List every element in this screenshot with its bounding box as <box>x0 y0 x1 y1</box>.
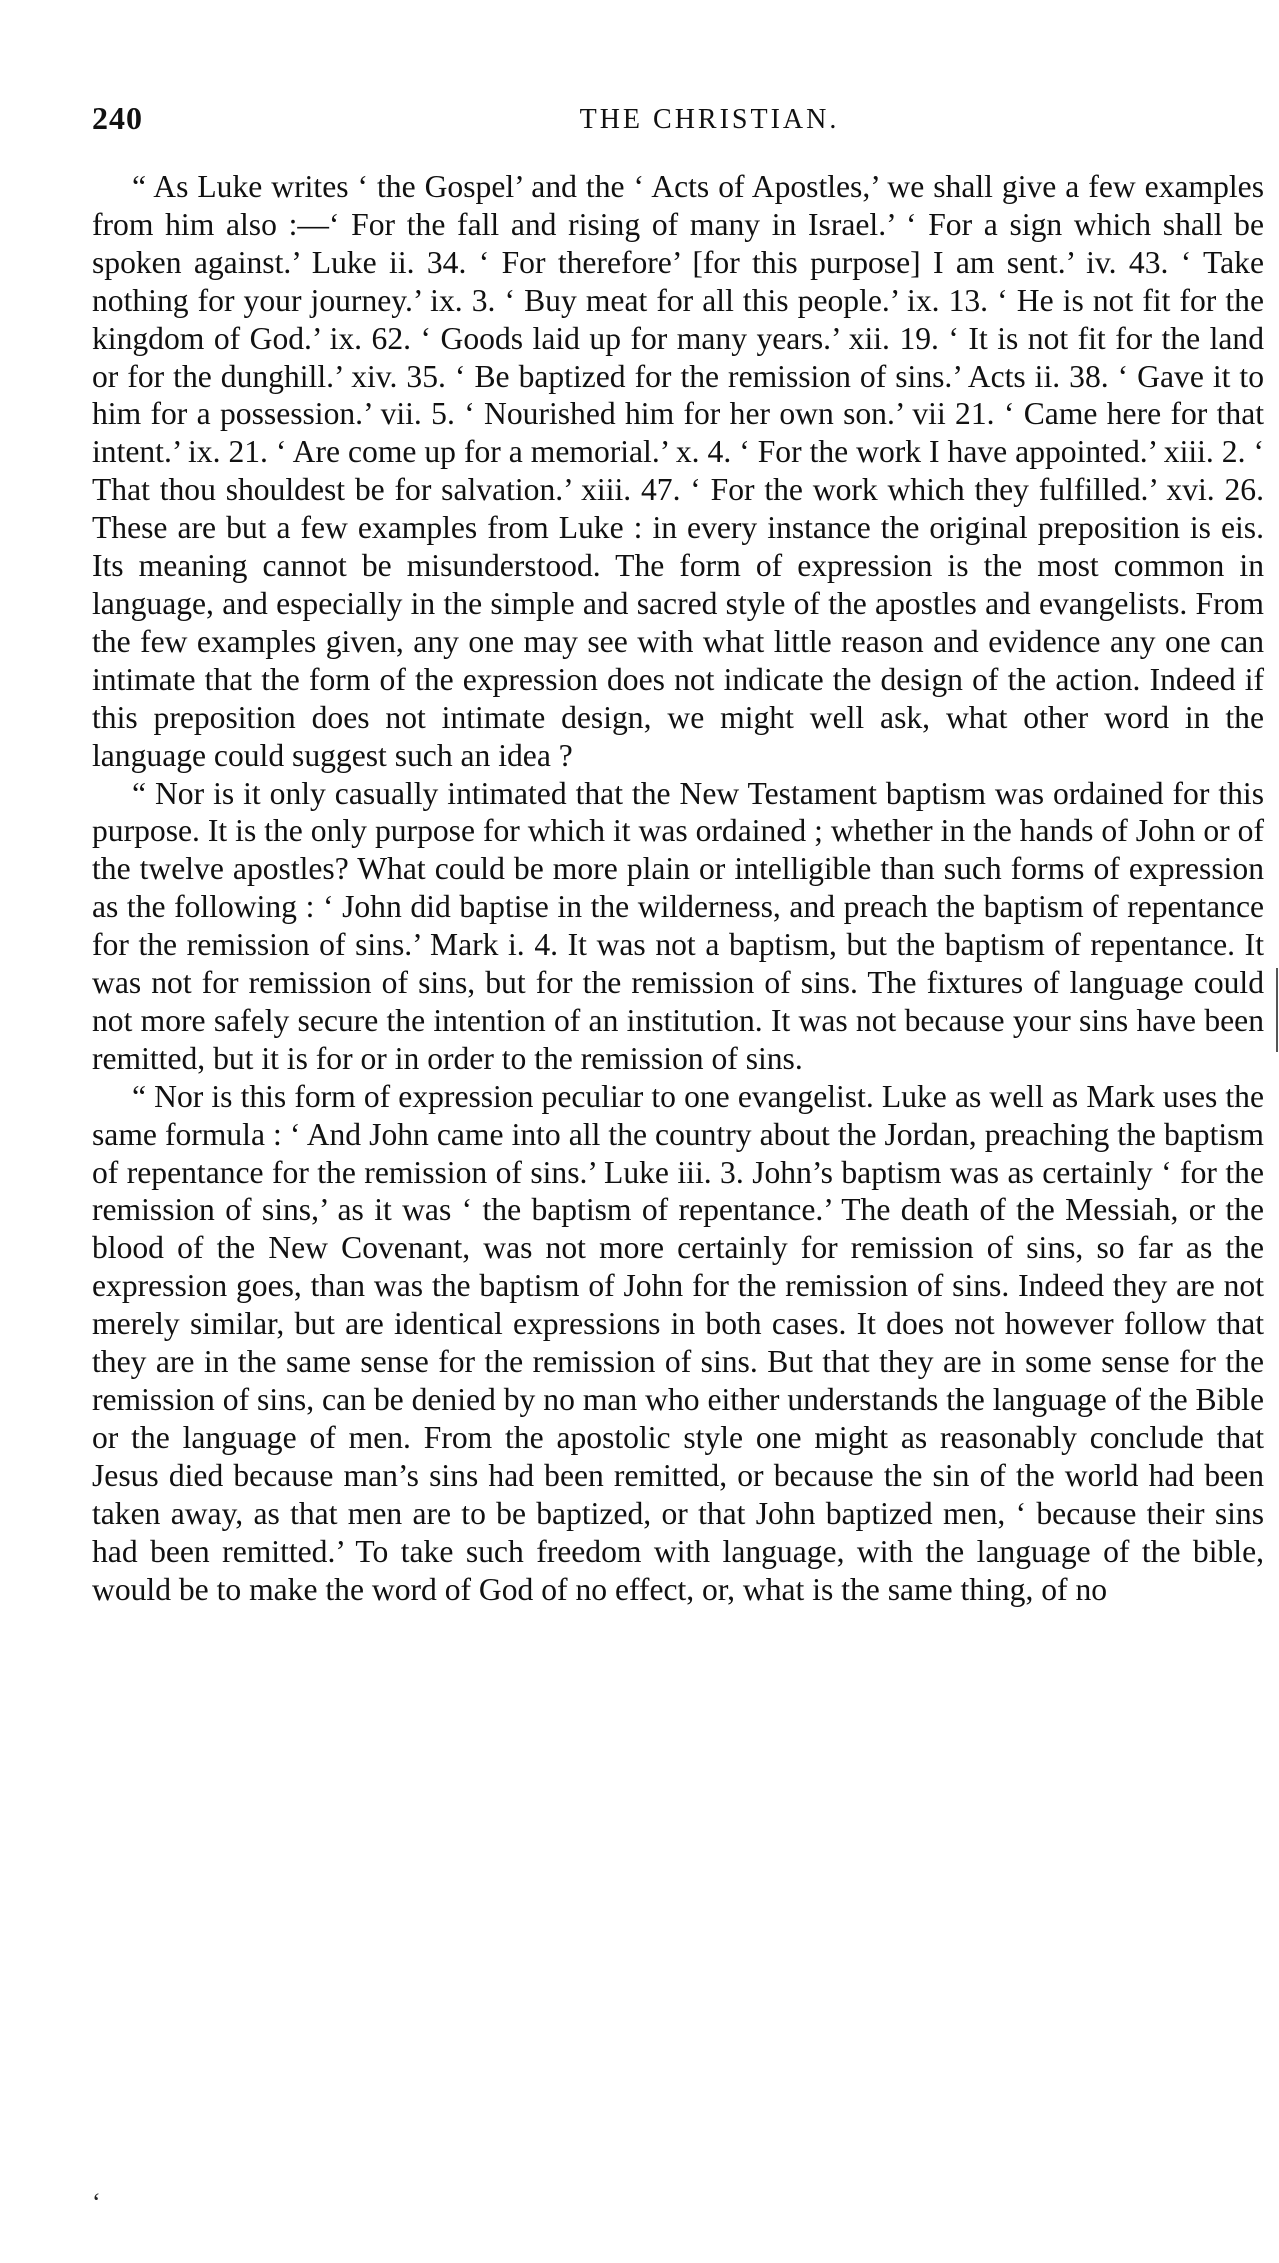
footer-mark: ʻ <box>92 2188 101 2217</box>
paragraph-evangelist-formula: “ Nor is this form of expression peculiar to one evangelist. Luke as well as Mark uses the same formula : ‘ And John came into all the country about the Jordan, preaching the baptism of repentance for the remission of sins.’ Luke iii. 3. John’s baptism was as certainly ‘ for the remission of sins,’ as it was ‘ the baptism of repentance.’ The death of the Messiah, or the blood of the New Covenant, was not more certainly for remission of sins, so far as the expression goes, than was the baptism of John for the remission of sins. Indeed they are not merely similar, but are identical expressions in both cases. It does not however follow that they are in the same sense for the remission of sins. But that they are in some sense for the remission of sins, can be denied by no man who either understands the language of the Bible or the language of men. From the apostolic style one might as reasonably conclude that Jesus died because man’s sins had been remitted, or because the sin of the world had been taken away, as that men are to be baptized, or that John baptized men, ‘ because their sins had been remitted.’ To take such freedom with language, with the language of the bible, would be to make the word of God of no effect, or, what is the same thing, of no <box>92 1078 1264 1607</box>
body-text <box>92 168 1264 1608</box>
paragraph-purpose-of-baptism: “ Nor is it only casually intimated that the New Testament baptism was ordained for this purpose. It is the only purpose for which it was ordained ; whether in the hands of John or of the twelve apostles? What could be more plain or intelligible than such forms of expression as the following : ‘ John did baptise in the wilderness, and preach the baptism of repentance for the remission of sins.’ Mark i. 4. It was not a baptism, but the baptism of repentance. It was not for remission of sins, but for the remission of sins. The fixtures of language could not more safely secure the intention of an institution. It was not because your sins have been remitted, but it is for or in order to the remission of sins. <box>92 775 1264 1076</box>
running-title: THE CHRISTIAN. <box>579 104 840 135</box>
margin-rule <box>1276 968 1278 1052</box>
paragraph-luke-examples: “ As Luke writes ‘ the Gospel’ and the ‘ Acts of Apostles,’ we shall give a few examples from him also :—‘ For the fall and rising of many in Israel.’ ‘ For a sign which shall be spoken against.’ Luke ii. 34. ‘ For therefore’ [for this purpose] I am sent.’ iv. 43. ‘ Take nothing for your journey.’ ix. 3. ‘ Buy meat for all this people.’ ix. 13. ‘ He is not fit for the kingdom of God.’ ix. 62. ‘ Goods laid up for many years.’ xii. 19. ‘ It is not fit for the land or for the dunghill.’ xiv. 35. ‘ Be baptized for the remission of sins.’ Acts ii. 38. ‘ Gave it to him for a possession.’ vii. 5. ‘ Nourished him for her own son.’ vii 21. ‘ Came here for that intent.’ ix. 21. ‘ Are come up for a memorial.’ x. 4. ‘ For the work I have appointed.’ xiii. 2. ‘ That thou shouldest be for salvation.’ xiii. 47. ‘ For the work which they fulfilled.’ xvi. 26. These are but a few examples from Luke : in every instance the original preposition is eis. Its meaning cannot be misunderstood. The form of expression is the most common in language, and especially in the simple and sacred style of the apostles and evangelists. From the few examples given, any one may see with what little reason and evidence any one can intimate that the form of the expression does not indicate the design of the action. Indeed if this preposition does not intimate design, we might well ask, what other word in the language could suggest such an idea ? <box>92 169 1264 773</box>
running-head <box>92 100 1267 150</box>
page-number: 240 <box>92 100 143 136</box>
